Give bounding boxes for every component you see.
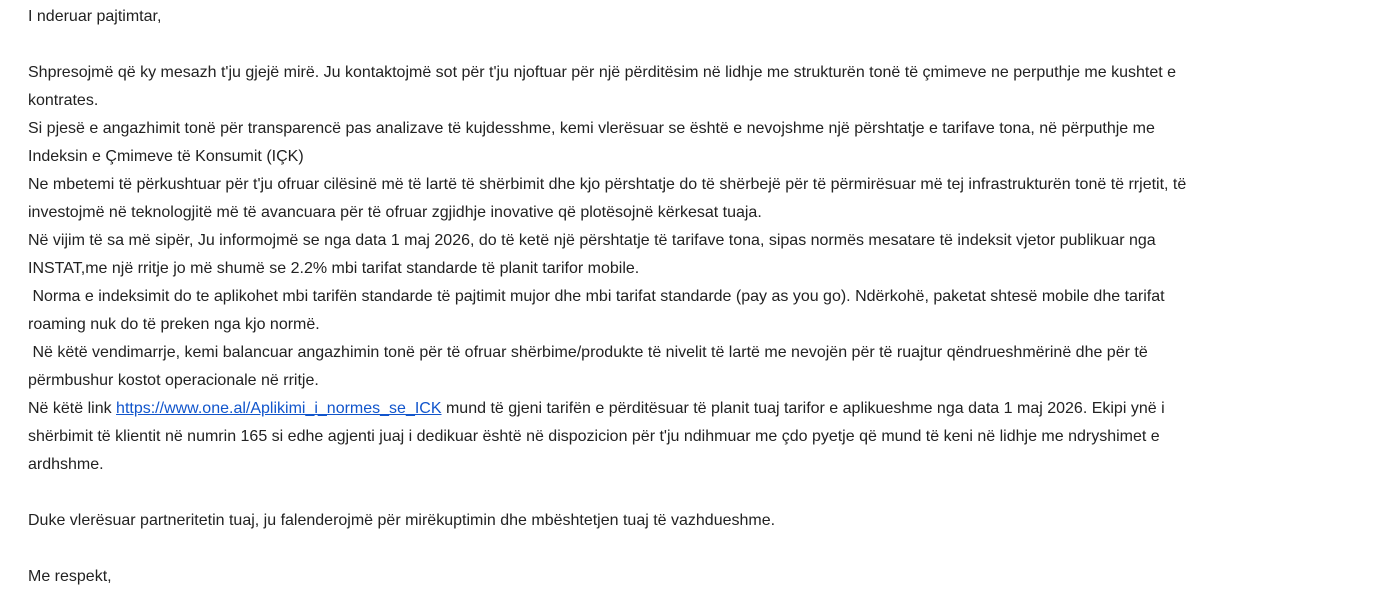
tariff-info-link[interactable]: https://www.one.al/Aplikimi_i_normes_se_ICK bbox=[116, 400, 442, 417]
paragraph-line: shërbimit të klientit në numrin 165 si edhe agjenti juaj i dedikuar është në dispozicion për t'ju ndihmuar me çdo pyetje që mund të keni në lidhje me ndryshimet e bbox=[28, 428, 1160, 445]
paragraph-line-with-link bbox=[28, 395, 1383, 423]
blank-line bbox=[28, 31, 1383, 59]
paragraph-line: INSTAT,me një rritje jo më shumë se 2.2% mbi tarifat standarde të planit tarifor mobile. bbox=[28, 260, 640, 277]
closing-thanks: Duke vlerësuar partneritetin tuaj, ju falenderojmë për mirëkuptimin dhe mbështetjen tuaj të vazhdueshme. bbox=[28, 512, 776, 529]
paragraph-line: Norma e indeksimit do te aplikohet mbi tarifën standarde të pajtimit mujor dhe mbi tarifat standarde (pay as you go). Ndërkohë, paketat shtesë mobile dhe tarifat bbox=[28, 288, 1165, 305]
paragraph-line: Në këtë vendimarrje, kemi balancuar angazhimin tonë për të ofruar shërbime/produkte të nivelit të lartë me nevojën për të ruajtur qëndrueshmërinë dhe për të bbox=[28, 344, 1148, 361]
paragraph-line: roaming nuk do të preken nga kjo normë. bbox=[28, 316, 320, 333]
paragraph-indexation bbox=[28, 283, 1383, 339]
paragraph-commitment bbox=[28, 171, 1383, 227]
paragraph-line: Indeksin e Çmimeve të Konsumit (IÇK) bbox=[28, 148, 304, 165]
signoff: Me respekt, bbox=[28, 568, 112, 585]
blank-line bbox=[28, 479, 1383, 507]
paragraph-line: Shpresojmë që ky mesazh t'ju gjejë mirë. Ju kontaktojmë sot për t'ju njoftuar për një përditësim në lidhje me strukturën tonë të çmimeve ne perputhje me kushtet e bbox=[28, 64, 1177, 81]
paragraph-line: ardhshme. bbox=[28, 456, 104, 473]
link-suffix-text: mund të gjeni tarifën e përditësuar të planit tuaj tarifor e aplikueshme nga data 1 maj 2026. Ekipi ynë i bbox=[441, 400, 1165, 417]
paragraph-link-info bbox=[28, 395, 1383, 479]
paragraph-line: investojmë në teknologjitë më të avancuara për të ofruar zgjidhje inovative që plotësojnë kërkesat tuaja. bbox=[28, 204, 762, 221]
paragraph-line: Ne mbetemi të përkushtuar për t'ju ofruar cilësinë më të lartë të shërbimit dhe kjo përshtatje do të shërbejë për të përmirësuar më tej infrastrukturën tonë të rrjetit, të bbox=[28, 176, 1187, 193]
paragraph-line: Si pjesë e angazhimit tonë për transparencë pas analizave të kujdesshme, kemi vlerësuar se është e nevojshme një përshtatje e tarifave tona, në përputhje me bbox=[28, 120, 1155, 137]
paragraph-transparency bbox=[28, 115, 1383, 171]
paragraph-tariff-adjustment bbox=[28, 227, 1383, 283]
paragraph-line: Në vijim të sa më sipër, Ju informojmë se nga data 1 maj 2026, do të ketë një përshtatje të tarifave tona, sipas normës mesatare të indeksit vjetor publikuar nga bbox=[28, 232, 1156, 249]
link-prefix-text: Në këtë link bbox=[28, 400, 117, 417]
paragraph-line: kontrates. bbox=[28, 92, 99, 109]
blank-line bbox=[28, 535, 1383, 563]
paragraph-intro bbox=[28, 59, 1383, 115]
paragraph-decision bbox=[28, 339, 1383, 395]
email-body bbox=[28, 3, 1383, 591]
greeting: I nderuar pajtimtar, bbox=[28, 8, 162, 25]
paragraph-line: përmbushur kostot operacionale në rritje. bbox=[28, 372, 319, 389]
